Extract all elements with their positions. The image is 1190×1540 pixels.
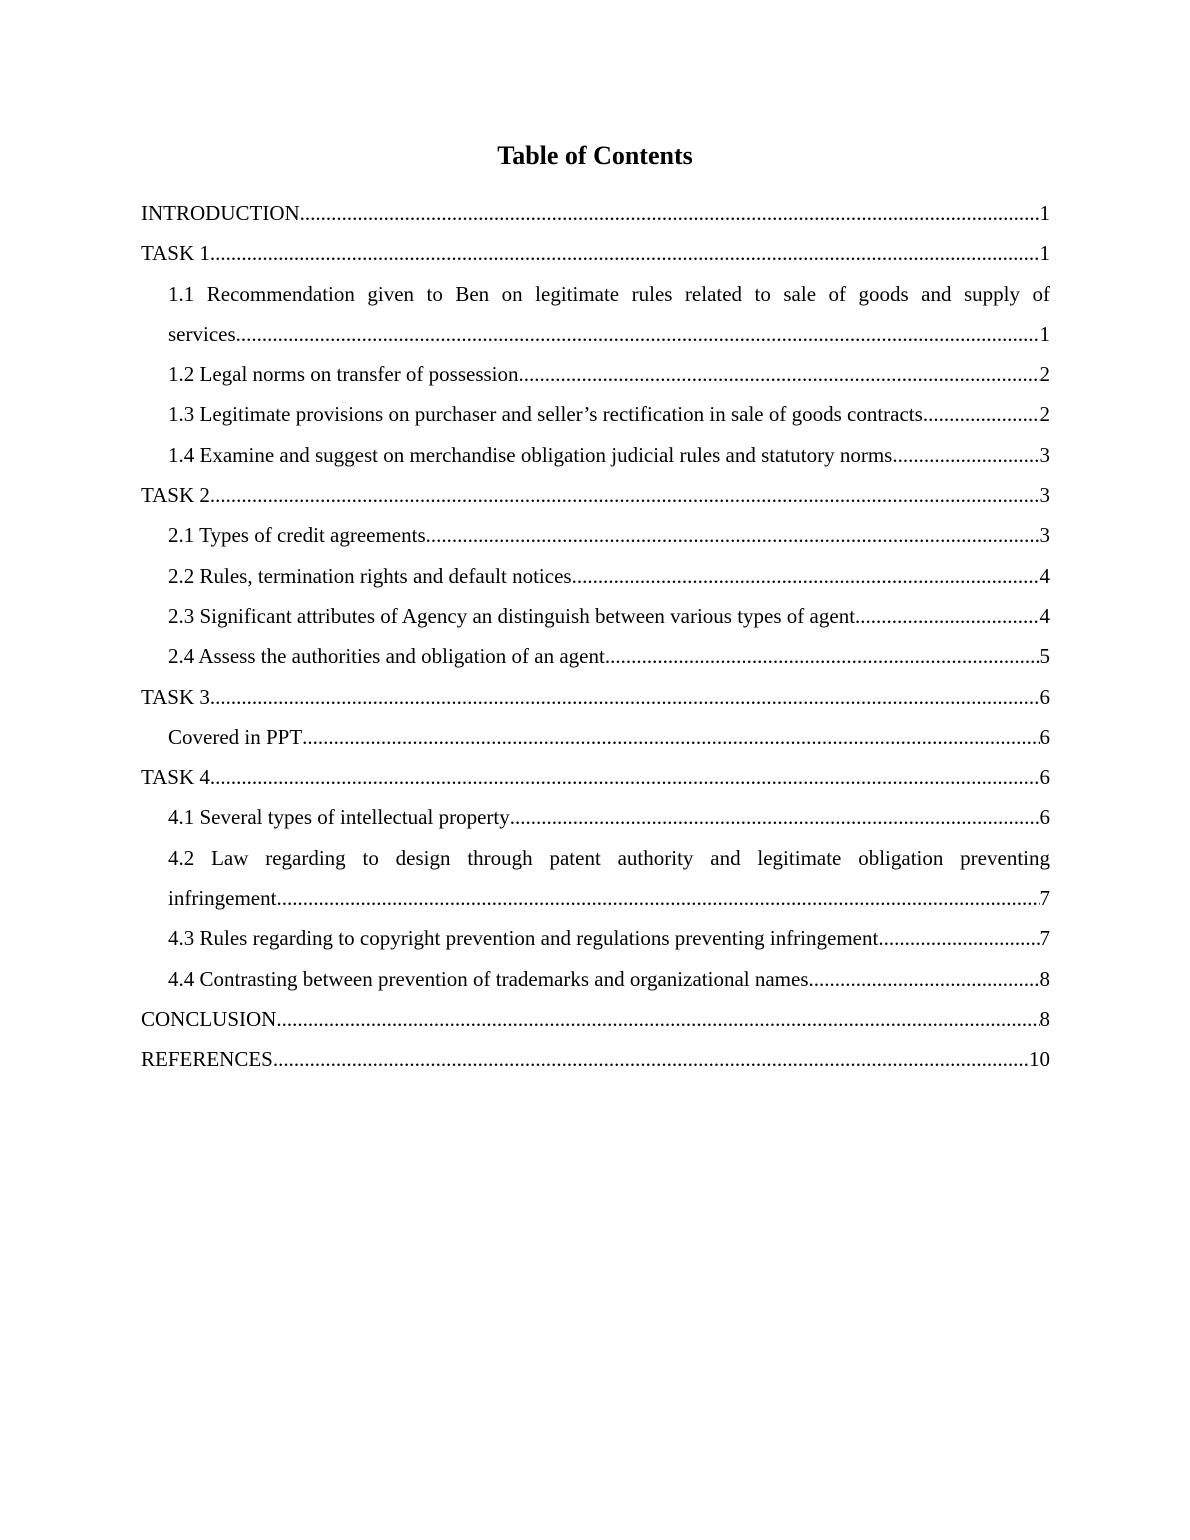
- dot-leader: [210, 677, 1040, 717]
- toc-entry-label: 1.3 Legitimate provisions on purchaser and seller’s rectification in sale of goods contracts: [168, 402, 923, 427]
- toc-entry-4-4[interactable]: [141, 959, 1050, 999]
- toc-entry-label-line2: infringement: [168, 886, 277, 911]
- toc-entry-1-4[interactable]: [141, 435, 1050, 475]
- toc-entry-label-line2-row: [168, 314, 1050, 354]
- toc-page-number: 2: [1039, 362, 1050, 387]
- toc-entry-label: Covered in PPT: [168, 724, 303, 749]
- toc-entry-label: TASK 2: [141, 483, 210, 508]
- dot-leader: [276, 878, 1039, 918]
- toc-entry-label: REFERENCES: [141, 1047, 273, 1072]
- dot-leader: [519, 354, 1040, 394]
- toc-entry-label-line2-row: [168, 878, 1050, 918]
- toc-entry-label: 2.4 Assess the authorities and obligation of an agent: [168, 644, 605, 669]
- toc-page-number: 6: [1039, 724, 1050, 749]
- toc-page-number: 2: [1039, 402, 1050, 427]
- toc-entry-label: TASK 1: [141, 241, 210, 266]
- dot-leader: [236, 314, 1040, 354]
- toc-entry-conclusion[interactable]: [141, 999, 1050, 1039]
- toc-page-number: 1: [1039, 241, 1050, 266]
- dot-leader: [878, 918, 1039, 958]
- toc-entry-label: INTRODUCTION: [141, 201, 300, 225]
- dot-leader: [426, 515, 1040, 555]
- toc-page-number: 6: [1039, 805, 1050, 830]
- toc-entry-covered-in-ppt[interactable]: [141, 717, 1050, 757]
- toc-entry-label: 2.1 Types of credit agreements: [168, 523, 426, 548]
- toc-entry-label: 4.1 Several types of intellectual property: [168, 805, 510, 830]
- toc-entry-label: TASK 3: [141, 684, 210, 709]
- dot-leader: [923, 394, 1040, 434]
- toc-entry-4-3[interactable]: [141, 918, 1050, 958]
- dot-leader: [276, 999, 1039, 1039]
- toc-entry-label: TASK 4: [141, 765, 210, 790]
- toc-entry-1-1[interactable]: [141, 274, 1050, 355]
- toc-page-number: 1: [1039, 201, 1050, 225]
- toc-page-number: 7: [1039, 926, 1050, 951]
- toc-entry-task-2[interactable]: [141, 475, 1050, 515]
- toc-entry-label-line1: 1.1 Recommendation given to Ben on legitimate rules related to sale of goods and supply of: [168, 281, 1050, 306]
- toc-list: [141, 193, 1050, 1080]
- toc-entry-task-3[interactable]: [141, 677, 1050, 717]
- toc-entry-label: 2.2 Rules, termination rights and default notices: [168, 563, 572, 588]
- toc-page-number: 4: [1039, 563, 1050, 588]
- toc-entry-label-line1: 4.2 Law regarding to design through patent authority and legitimate obligation preventing: [168, 845, 1050, 870]
- toc-page-number: 8: [1039, 966, 1050, 991]
- toc-title: Table of Contents: [497, 141, 693, 170]
- dot-leader: [855, 596, 1039, 636]
- dot-leader: [605, 636, 1040, 676]
- toc-entry-task-1[interactable]: [141, 233, 1050, 273]
- toc-entry-4-1[interactable]: [141, 797, 1050, 837]
- toc-page-number: 6: [1039, 684, 1050, 709]
- toc-entry-label: 2.3 Significant attributes of Agency an distinguish between various types of agent: [168, 603, 856, 628]
- toc-entry-label: 1.2 Legal norms on transfer of possession: [168, 362, 519, 387]
- toc-entry-label: CONCLUSION: [141, 1006, 277, 1031]
- toc-entry-label: 1.4 Examine and suggest on merchandise obligation judicial rules and statutory norms: [168, 442, 893, 467]
- dot-leader: [210, 233, 1040, 273]
- toc-entry-2-2[interactable]: [141, 556, 1050, 596]
- toc-entry-4-2[interactable]: [141, 838, 1050, 919]
- toc-page-number: 6: [1039, 765, 1050, 790]
- toc-page-number: 3: [1039, 523, 1050, 548]
- toc-page-number: 7: [1039, 886, 1050, 911]
- toc-entry-introduction[interactable]: [141, 193, 1050, 233]
- dot-leader: [210, 757, 1040, 797]
- toc-entry-references[interactable]: [141, 1039, 1050, 1079]
- toc-page-number: 3: [1039, 483, 1050, 508]
- toc-page-number: 8: [1039, 1006, 1050, 1031]
- dot-leader: [572, 556, 1040, 596]
- toc-page-number: 1: [1039, 321, 1050, 346]
- toc-page-number: 5: [1039, 644, 1050, 669]
- toc-entry-task-4[interactable]: [141, 757, 1050, 797]
- toc-entry-2-4[interactable]: [141, 636, 1050, 676]
- dot-leader: [892, 435, 1039, 475]
- dot-leader: [273, 1039, 1029, 1079]
- toc-page-number: 3: [1039, 442, 1050, 467]
- toc-page-number: 4: [1039, 603, 1050, 628]
- toc-entry-1-2[interactable]: [141, 354, 1050, 394]
- toc-entry-label: 4.4 Contrasting between prevention of trademarks and organizational names: [168, 966, 809, 991]
- dot-leader: [302, 717, 1039, 757]
- toc-page-number: 10: [1029, 1047, 1050, 1072]
- dot-leader: [300, 193, 1040, 233]
- dot-leader: [210, 475, 1040, 515]
- toc-entry-2-3[interactable]: [141, 596, 1050, 636]
- toc-entry-label-line2: services: [168, 321, 236, 346]
- dot-leader: [809, 959, 1040, 999]
- toc-entry-1-3[interactable]: [141, 394, 1050, 434]
- toc-entry-label: 4.3 Rules regarding to copyright prevention and regulations preventing infringement: [168, 926, 879, 951]
- toc-entry-2-1[interactable]: [141, 515, 1050, 555]
- dot-leader: [510, 797, 1040, 837]
